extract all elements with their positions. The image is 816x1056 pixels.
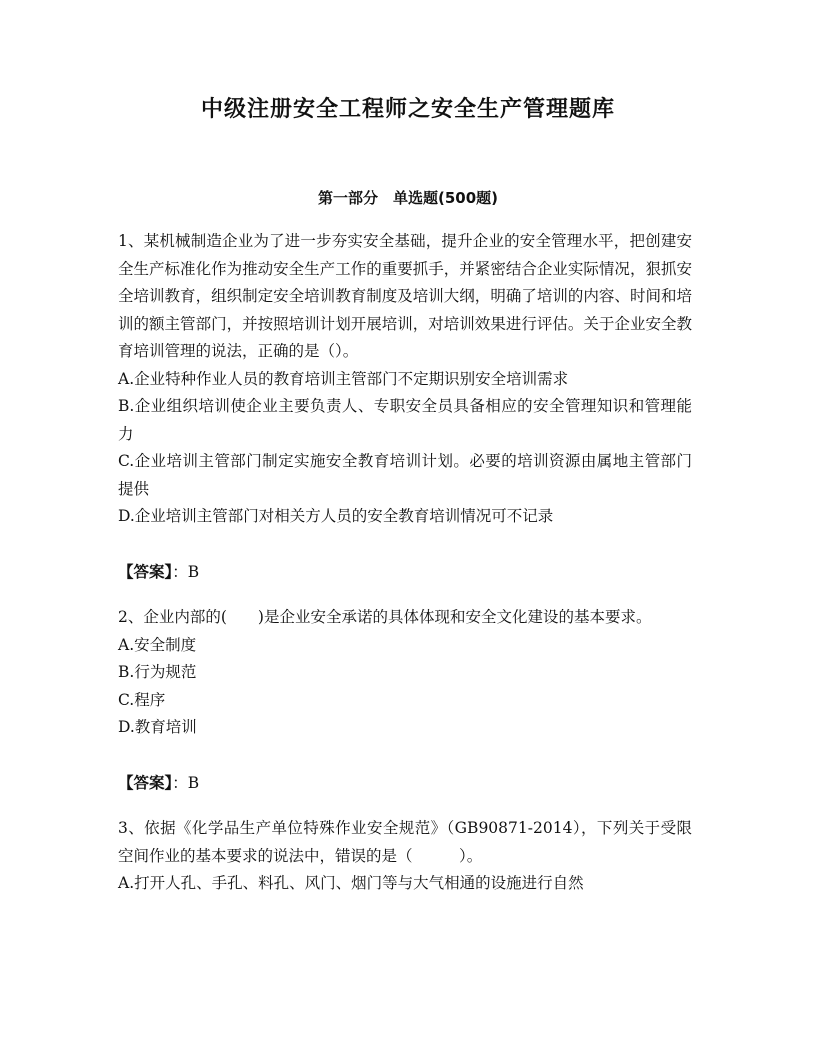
answer-value: ：B: [172, 773, 200, 792]
option-d: D.企业培训主管部门对相关方人员的安全教育培训情况可不记录: [118, 507, 554, 525]
option-a: A.企业特种作业人员的教育培训主管部门不定期识别安全培训需求: [118, 369, 569, 388]
question-stem: 2、企业内部的( )是企业安全承诺的具体体现和安全文化建设的基本要求。: [118, 608, 652, 626]
option-a: A.安全制度: [118, 635, 197, 654]
option-a: A.打开人孔、手孔、料孔、风门、烟门等与大气相通的设施进行自然: [118, 874, 584, 892]
answer-line: [118, 559, 692, 587]
option-c: C.企业培训主管部门制定实施安全教育培训计划。必要的培训资源由属地主管部门提供: [118, 452, 692, 498]
answer-label: 【答案】: [118, 562, 173, 581]
question-3: [118, 815, 692, 898]
answer-line: [118, 770, 692, 798]
option-d: D.教育培训: [118, 718, 197, 736]
answer-label: 【答案】: [118, 773, 173, 792]
section-title: 第一部分 单选题(500题): [317, 189, 499, 207]
answer-value: ：B: [172, 562, 200, 581]
option-c: C.程序: [118, 690, 166, 709]
option-b: B.行为规范: [118, 663, 197, 681]
question-2: [118, 604, 692, 797]
option-b: B.企业组织培训使企业主要负责人、专职安全员具备相应的安全管理知识和管理能力: [118, 397, 692, 443]
question-1: [118, 228, 692, 586]
question-list: [118, 228, 692, 898]
question-stem: 1、某机械制造企业为了进一步夯实安全基础，提升企业的安全管理水平，把创建安全生产标准化作为推动安全生产工作的重要抓手，并紧密结合企业实际情况，狠抓安全培训教育，组织制定安全培训教育制度及培训大纲，明确了培训的内容、时间和培训的额主管部门，并按照培训计划开展培训，对培训效果进行评估。关于企业安全教育培训管理的说法，正确的是（）。: [118, 232, 692, 360]
question-stem: 3、依据《化学品生产单位特殊作业安全规范》（GB90871-2014），下列关于受限空间作业的基本要求的说法中，错误的是（ ）。: [118, 819, 692, 865]
document-title: 中级注册安全工程师之安全生产管理题库: [200, 97, 615, 122]
